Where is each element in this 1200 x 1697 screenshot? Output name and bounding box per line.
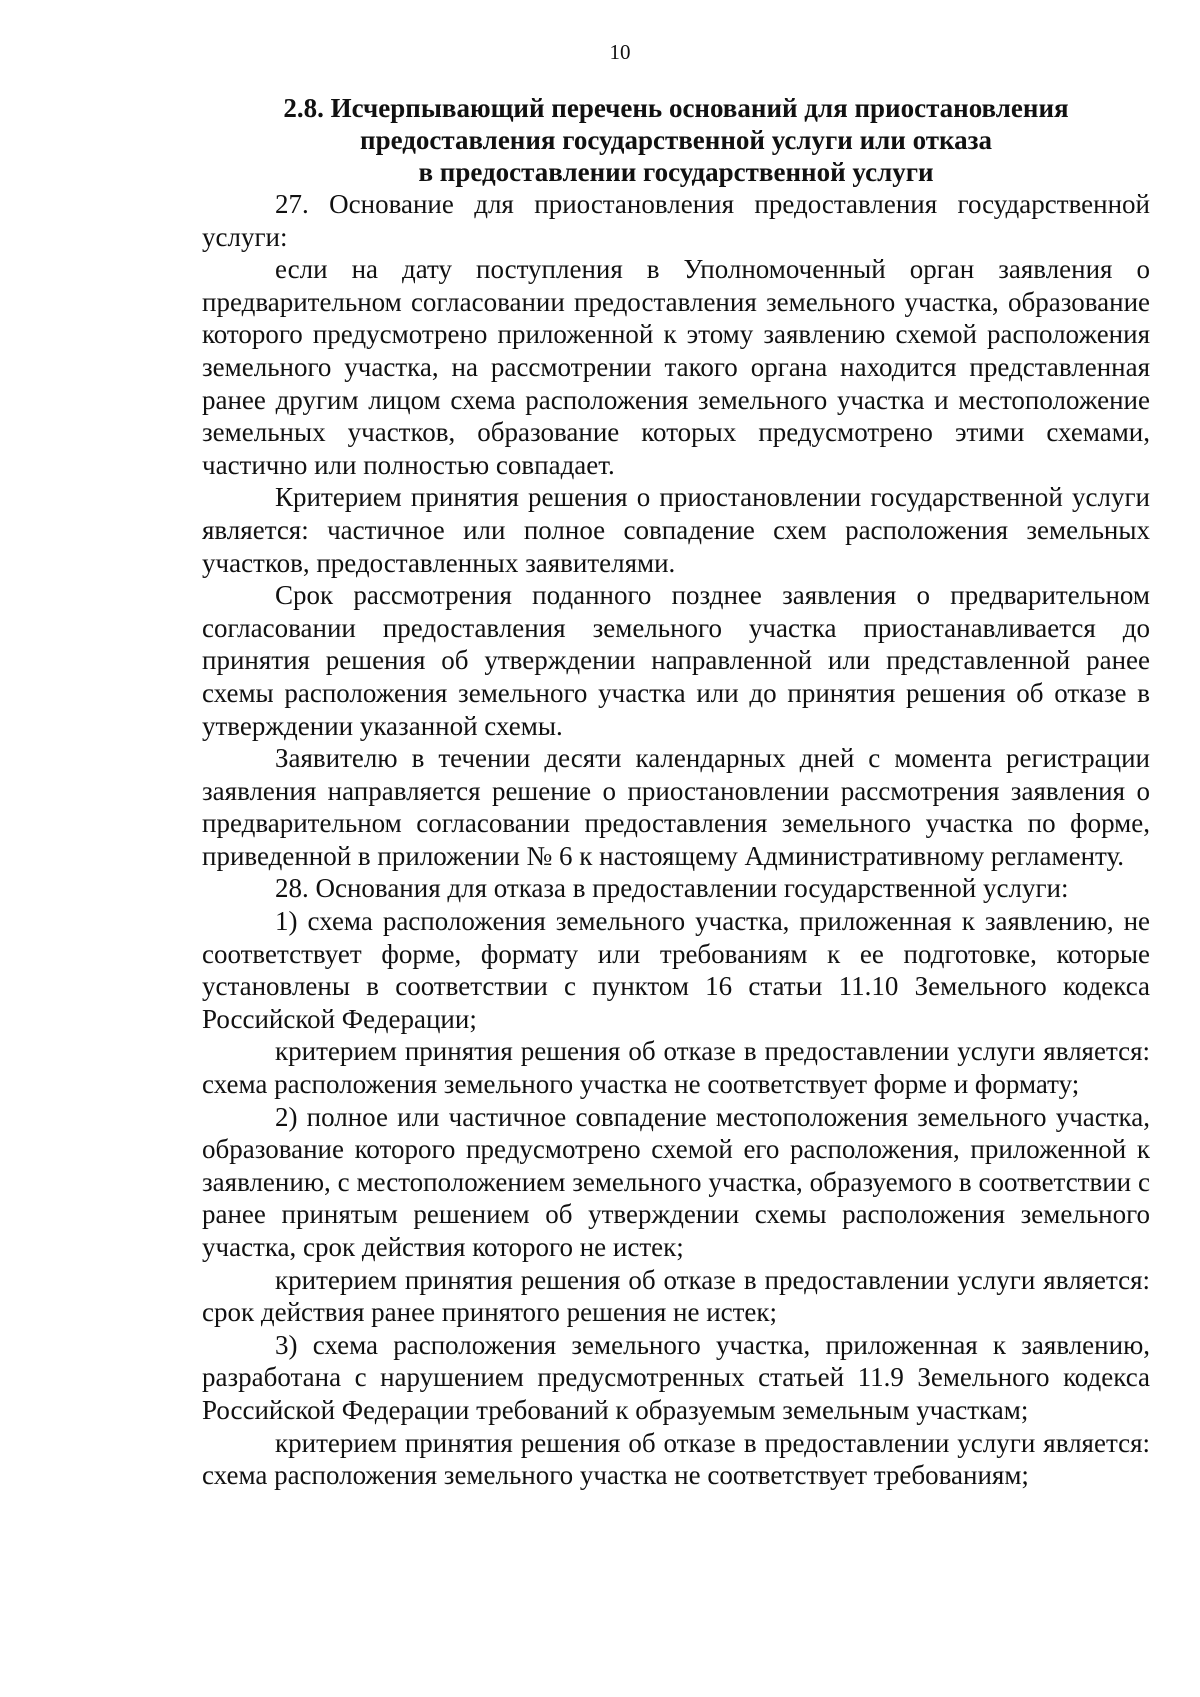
- section-heading-line: предоставления государственной услуги или отказа: [360, 125, 992, 155]
- list-item-refusal-2: 2) полное или частичное совпадение местоположения земельного участка, образование которого предусмотрено схемой его расположения, приложенной к заявлению, с местоположением земельного участка, образуемого в соответствии с ранее принятым решением об утверждении схемы расположения земельного участка, срок действия которого не истек;: [202, 1101, 1150, 1262]
- paragraph-refusal-1-criterion: критерием принятия решения об отказе в предоставлении услуги является: схема расположения земельного участка не соответствует форме и формату;: [202, 1036, 1150, 1100]
- paragraph-suspension-criterion: Критерием принятия решения о приостановлении государственной услуги является: частичное или полное совпадение схем расположения земельных участков, предоставленных заявителями.: [202, 482, 1150, 578]
- section-heading-line: в предоставлении государственной услуги: [418, 157, 934, 187]
- paragraph-refusal-2-criterion: критерием принятия решения об отказе в предоставлении услуги является: срок действия ранее принятого решения не истек;: [202, 1264, 1150, 1328]
- document-body: [202, 92, 1150, 1492]
- paragraph-suspension-term: Срок рассмотрения поданного позднее заявления о предварительном согласовании предоставления земельного участка приостанавливается до принятия решения об утверждении направленной или представленной ранее схемы расположения земельного участка или до принятия решения об отказе в утверждении указанной схемы.: [202, 580, 1150, 741]
- paragraph-refusal-3-criterion: критерием принятия решения об отказе в предоставлении услуги является: схема расположения земельного участка не соответствует требованиям;: [202, 1427, 1150, 1491]
- paragraph-suspension-condition: если на дату поступления в Уполномоченный орган заявления о предварительном согласовании предоставления земельного участка, образование которого предусмотрено приложенной к этому заявлению схемой расположения земельного участка, на рассмотрении такого органа находится представленная ранее другим лицом схема расположения земельного участка и местоположение земельных участков, образование которых предусмотрено этими схемами, частично или полностью совпадает.: [202, 254, 1150, 480]
- paragraph-28-refusal-grounds: 28. Основания для отказа в предоставлении государственной услуги:: [275, 873, 1069, 904]
- paragraph-27-suspension-grounds: 27. Основание для приостановления предоставления государственной услуги:: [202, 189, 1150, 252]
- page-number: 10: [609, 40, 631, 64]
- section-heading-line: 2.8. Исчерпывающий перечень оснований для приостановления: [283, 93, 1069, 123]
- section-heading: [202, 92, 1150, 188]
- list-item-refusal-1: 1) схема расположения земельного участка, приложенная к заявлению, не соответствует форме, формату или требованиям к ее подготовке, которые установлены в соответствии с пунктом 16 статьи 11.10 Земельного кодекса Российской Федерации;: [202, 906, 1150, 1034]
- paragraph-suspension-notice: Заявителю в течении десяти календарных дней с момента регистрации заявления направляется решение о приостановлении рассмотрения заявления о предварительном согласовании предоставления земельного участка по форме, приведенной в приложении № 6 к настоящему Административному регламенту.: [202, 743, 1150, 871]
- list-item-refusal-3: 3) схема расположения земельного участка, приложенная к заявлению, разработана с нарушением предусмотренных статьей 11.9 Земельного кодекса Российской Федерации требований к образуемым земельным участкам;: [202, 1329, 1150, 1425]
